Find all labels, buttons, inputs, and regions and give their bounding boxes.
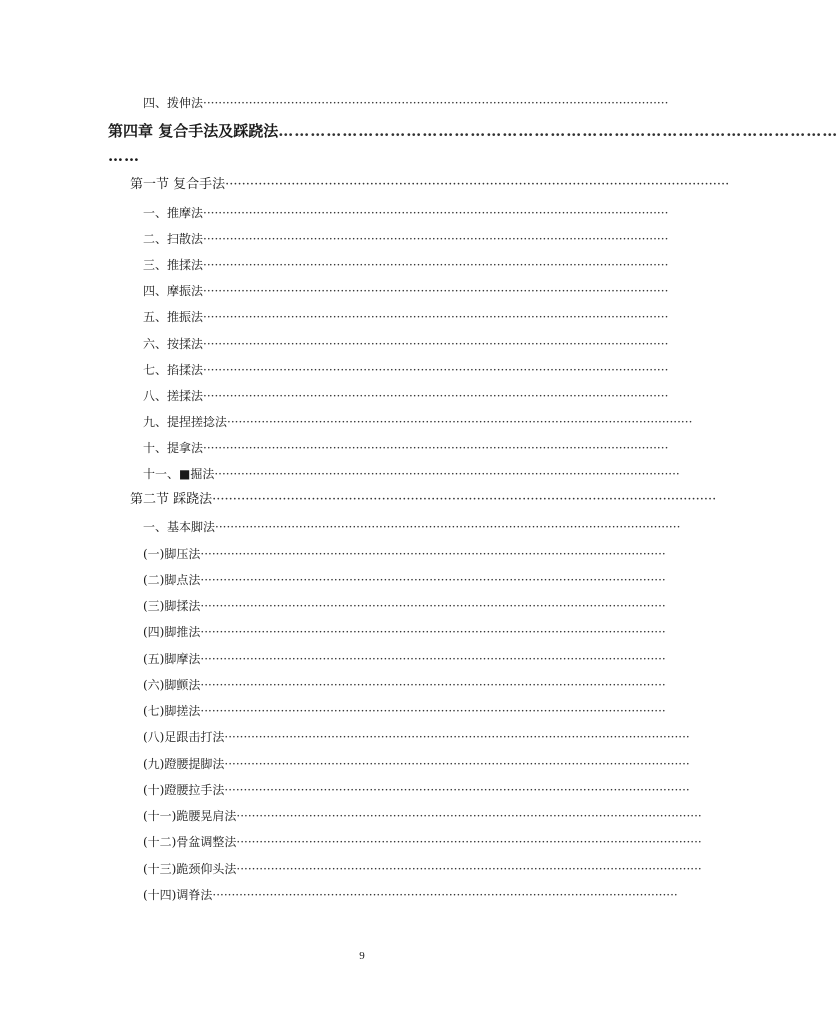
toc-item-label: (六)脚颤法 <box>143 678 201 692</box>
toc-item-label: (十二)骨盆调整法 <box>143 835 237 849</box>
toc-item-label: 一、推摩法 <box>143 206 204 220</box>
toc-item <box>143 388 669 404</box>
dot-leader: ·························································································································· <box>224 730 690 744</box>
toc-item <box>143 231 669 247</box>
dot-leader: ·························································································································· <box>227 415 693 429</box>
toc-item-label: (八)足跟击打法 <box>143 730 225 744</box>
toc-item-label: (七)脚搓法 <box>143 704 201 718</box>
toc-item-label: 七、掐揉法 <box>143 363 204 377</box>
toc-item-bashen <box>143 95 669 111</box>
toc-item <box>143 861 702 877</box>
toc-chapter-leader-continuation: …… <box>108 147 140 165</box>
toc-section-label: 第一节 复合手法 <box>130 177 226 192</box>
dot-leader: ·························································································································· <box>212 888 678 902</box>
toc-item-label: 二、扫散法 <box>143 232 204 246</box>
toc-item-label: (三)脚揉法 <box>143 599 201 613</box>
toc-item <box>143 466 680 482</box>
toc-section-label: 第二节 踩跷法 <box>130 492 213 507</box>
toc-item <box>143 546 666 562</box>
toc-item <box>143 756 690 772</box>
toc-item <box>143 624 666 640</box>
dot-leader: ·························································································································· <box>224 783 690 797</box>
dot-leader: ·························································································································· <box>203 441 669 455</box>
dot-leader: ·························································································································· <box>203 389 669 403</box>
toc-item <box>143 729 690 745</box>
toc-item <box>143 703 666 719</box>
dot-leader: ·························································································································· <box>203 96 669 110</box>
dot-leader: ·························································································································· <box>200 652 666 666</box>
toc-item-label: (五)脚摩法 <box>143 652 201 666</box>
dot-leader: ·························································································································· <box>212 492 717 507</box>
dot-leader: ·························································································································· <box>203 232 669 246</box>
toc-item <box>143 309 669 325</box>
toc-item <box>143 572 666 588</box>
toc-item <box>143 414 693 430</box>
toc-item <box>143 283 669 299</box>
toc-item-label: (四)脚推法 <box>143 625 201 639</box>
dot-leader: ·························································································································· <box>203 310 669 324</box>
toc-item <box>143 782 690 798</box>
toc-item-label: 三、推揉法 <box>143 258 204 272</box>
toc-item-label: 四、摩振法 <box>143 284 204 298</box>
dot-leader: ·························································································································· <box>224 757 690 771</box>
dot-leader: ·························································································································· <box>203 258 669 272</box>
dot-leader: ·························································································································· <box>203 363 669 377</box>
toc-item <box>143 336 669 352</box>
toc-section-2 <box>130 492 717 508</box>
toc-item <box>143 362 669 378</box>
toc-item <box>143 440 669 456</box>
toc-item-label: 八、搓揉法 <box>143 389 204 403</box>
toc-item-label: 九、提捏搓捻法 <box>143 415 228 429</box>
toc-item <box>143 598 666 614</box>
dot-leader: ·························································································································· <box>200 547 666 561</box>
toc-item-label: (十四)调脊法 <box>143 888 213 902</box>
toc-item-label: 十、提拿法 <box>143 441 204 455</box>
dot-leader: …………………………………………………………………………………………… <box>278 122 838 140</box>
toc-item <box>143 808 702 824</box>
dot-leader: ·························································································································· <box>200 678 666 692</box>
toc-item <box>143 519 681 535</box>
dot-leader: ·························································································································· <box>236 862 702 876</box>
dot-leader: ·························································································································· <box>200 625 666 639</box>
toc-item <box>143 257 669 273</box>
toc-item-label: (一)脚压法 <box>143 547 201 561</box>
toc-item-label: (九)蹬腰提脚法 <box>143 757 225 771</box>
dot-leader: ·························································································································· <box>236 835 702 849</box>
toc-item <box>143 887 678 903</box>
dot-leader: ·························································································································· <box>203 337 669 351</box>
toc-item-label: (二)脚点法 <box>143 573 201 587</box>
toc-chapter-label: 第四章 复合手法及踩跷法 <box>108 122 279 140</box>
dot-leader: ·························································································································· <box>203 284 669 298</box>
dot-leader: ·························································································································· <box>200 704 666 718</box>
toc-item <box>143 677 666 693</box>
toc-item-label: (十一)跪腰晃肩法 <box>143 809 237 823</box>
toc-chapter-4 <box>108 121 838 141</box>
dot-leader: ·························································································································· <box>236 809 702 823</box>
toc-item-label: (十)蹬腰拉手法 <box>143 783 225 797</box>
toc-item-label: 四、拨伸法 <box>143 96 204 110</box>
dot-leader: ·························································································································· <box>215 520 681 534</box>
dot-leader: ·························································································································· <box>203 206 669 220</box>
toc-section-1 <box>130 177 730 193</box>
page-number: 9 <box>359 950 365 962</box>
dot-leader: ·························································································································· <box>225 177 730 192</box>
toc-item-label: 六、按揉法 <box>143 337 204 351</box>
toc-item-label: (十三)跪颈仰头法 <box>143 862 237 876</box>
toc-item-label: 十一、■掘法 <box>143 467 215 481</box>
toc-item-label: 一、基本脚法 <box>143 520 216 534</box>
toc-item <box>143 834 702 850</box>
dot-leader: ·························································································································· <box>200 573 666 587</box>
toc-item <box>143 205 669 221</box>
toc-item-label: 五、推振法 <box>143 310 204 324</box>
toc-item <box>143 651 666 667</box>
dot-leader: ·························································································································· <box>200 599 666 613</box>
dot-leader: ·························································································································· <box>214 467 680 481</box>
